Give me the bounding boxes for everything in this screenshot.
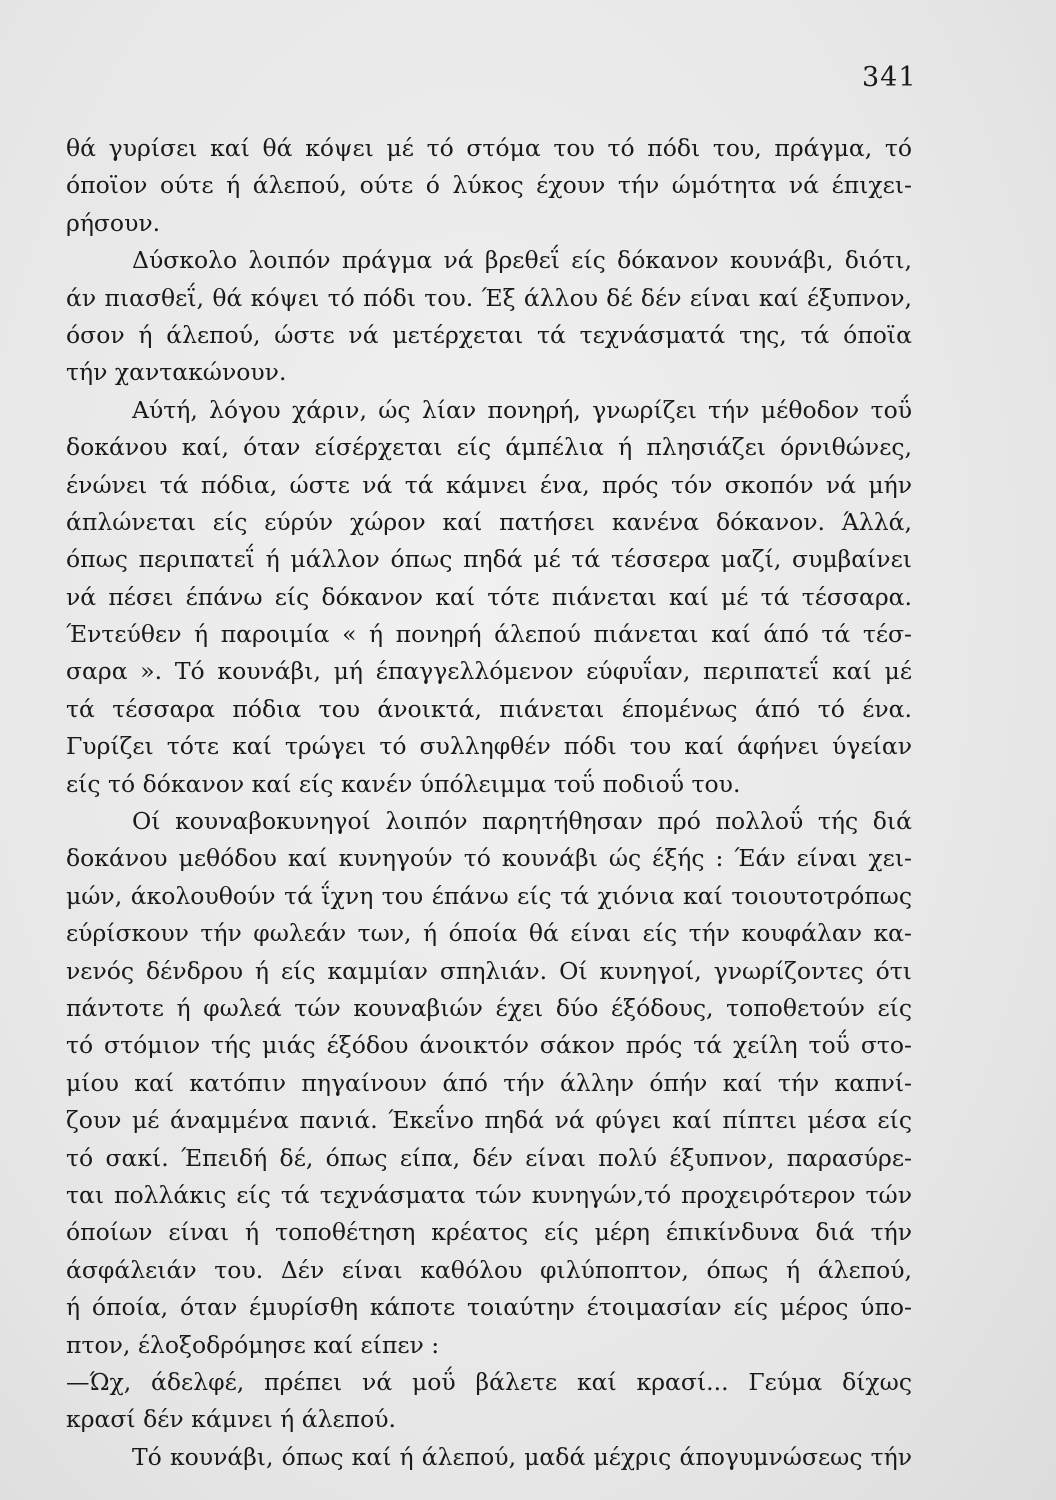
text-line: σαρα ». Τό κουνάβι, μή έπαγγελλόμενον εύφυΐαν, περιπατεΐ καί μέ [66, 657, 912, 686]
text-line: δοκάνου μεθόδου καί κυνηγούν τό κουνάβι ώς έξής : Έάν είναι χει- [66, 844, 912, 873]
text-line: εύρίσκουν τήν φωλεάν των, ή όποία θά είναι είς τήν κουφάλαν κα- [66, 919, 912, 948]
text-line: Γυρίζει τότε καί τρώγει τό συλληφθέν πόδι του καί άφήνει ύγείαν [66, 732, 912, 761]
text-line: όσον ή άλεπού, ώστε νά μετέρχεται τά τεχνάσματά της, τά όποϊα [66, 320, 912, 349]
text-line: άπλώνεται είς εύρύν χώρον καί πατήσει κανένα δόκανον. Άλλά, [66, 507, 912, 536]
text-line: τό στόμιον τής μιάς έξόδου άνοικτόν σάκον πρός τά χείλη τοΰ στο- [66, 1031, 912, 1060]
text-line: όποίων είναι ή τοποθέτηση κρέατος είς μέρη έπικίνδυνα διά τήν [66, 1218, 912, 1247]
text-line: ζουν μέ άναμμένα πανιά. Έκεΐνο πηδά νά φύγει καί πίπτει μέσα είς [66, 1106, 912, 1135]
text-line: ται πολλάκις είς τά τεχνάσματα τών κυνηγών,τό προχειρότερον τών [66, 1180, 912, 1209]
text-line: τό σακί. Έπειδή δέ, όπως είπα, δέν είναι πολύ έξυπνον, παρασύρε- [66, 1143, 912, 1172]
text-line: νενός δένδρου ή είς καμμίαν σπηλιάν. Οί κυνηγοί, γνωρίζοντες ότι [66, 956, 912, 985]
text-line: ένώνει τά πόδια, ώστε νά τά κάμνει ένα, πρός τόν σκοπόν νά μήν [66, 470, 912, 499]
text-line: —Ώχ, άδελφέ, πρέπει νά μοΰ βάλετε καί κρασί... Γεύμα δίχως [66, 1367, 912, 1396]
text-line: νά πέσει έπάνω είς δόκανον καί τότε πιάνεται καί μέ τά τέσσαρα. [66, 582, 912, 611]
text-line: ρήσουν. [66, 208, 161, 237]
text-line: Οί κουναβοκυνηγοί λοιπόν παρητήθησαν πρό πολλοΰ τής διά [132, 807, 912, 836]
text-line: Έντεύθεν ή παροιμία « ή πονηρή άλεπού πιάνεται καί άπό τά τέσ- [66, 620, 912, 649]
text-line: όπως περιπατεΐ ή μάλλον όπως πηδά μέ τά τέσσερα μαζί, συμβαίνει [66, 545, 912, 574]
text-line: μών, άκολουθούν τά ΐχνη του έπάνω είς τά χιόνια καί τοιουτοτρόπως [66, 881, 912, 910]
text-line: άν πιασθεΐ, θά κόψει τό πόδι του. Έξ άλλου δέ δέν είναι καί έξυπνον, [66, 283, 912, 312]
text-line: όποϊον ούτε ή άλεπού, ούτε ό λύκος έχουν τήν ώμότητα νά έπιχει- [66, 171, 912, 200]
text-line: τήν χαντακώνουν. [66, 358, 287, 387]
text-line: είς τό δόκανον καί είς κανέν ύπόλειμμα τοΰ ποδιοΰ του. [66, 769, 741, 798]
text-line: ή όποία, όταν έμυρίσθη κάποτε τοιαύτην έτοιμασίαν είς μέρος ύπο- [66, 1293, 912, 1322]
text-line: Αύτή, λόγου χάριν, ώς λίαν πονηρή, γνωρίζει τήν μέθοδον τοΰ [132, 395, 912, 424]
text-line: μίου καί κατόπιν πηγαίνουν άπό τήν άλλην όπήν καί τήν καπνί- [66, 1068, 912, 1097]
text-line: θά γυρίσει καί θά κόψει μέ τό στόμα του τό πόδι του, πράγμα, τό [66, 134, 912, 162]
page-number: 341 [862, 62, 917, 93]
text-line: κρασί δέν κάμνει ή άλεπού. [66, 1405, 396, 1434]
text-line: Τό κουνάβι, όπως καί ή άλεπού, μαδά μέχρις άπογυμνώσεως τήν [132, 1442, 912, 1471]
text-line: πάντοτε ή φωλεά τών κουναβιών έχει δύο έξόδους, τοποθετούν είς [66, 993, 912, 1022]
text-line: άσφάλειάν του. Δέν είναι καθόλου φιλύποπτον, όπως ή άλεπού, [66, 1255, 912, 1284]
text-line: δοκάνου καί, όταν είσέρχεται είς άμπέλια ή πλησιάζει όρνιθώνες, [66, 433, 912, 462]
text-body [66, 130, 912, 1476]
text-line: Δύσκολο λοιπόν πράγμα νά βρεθεΐ είς δόκανον κουνάβι, διότι, [132, 246, 912, 275]
text-line: πτον, έλοξοδρόμησε καί είπεν : [66, 1330, 440, 1359]
text-line: τά τέσσαρα πόδια του άνοικτά, πιάνεται έπομένως άπό τό ένα. [66, 694, 912, 723]
